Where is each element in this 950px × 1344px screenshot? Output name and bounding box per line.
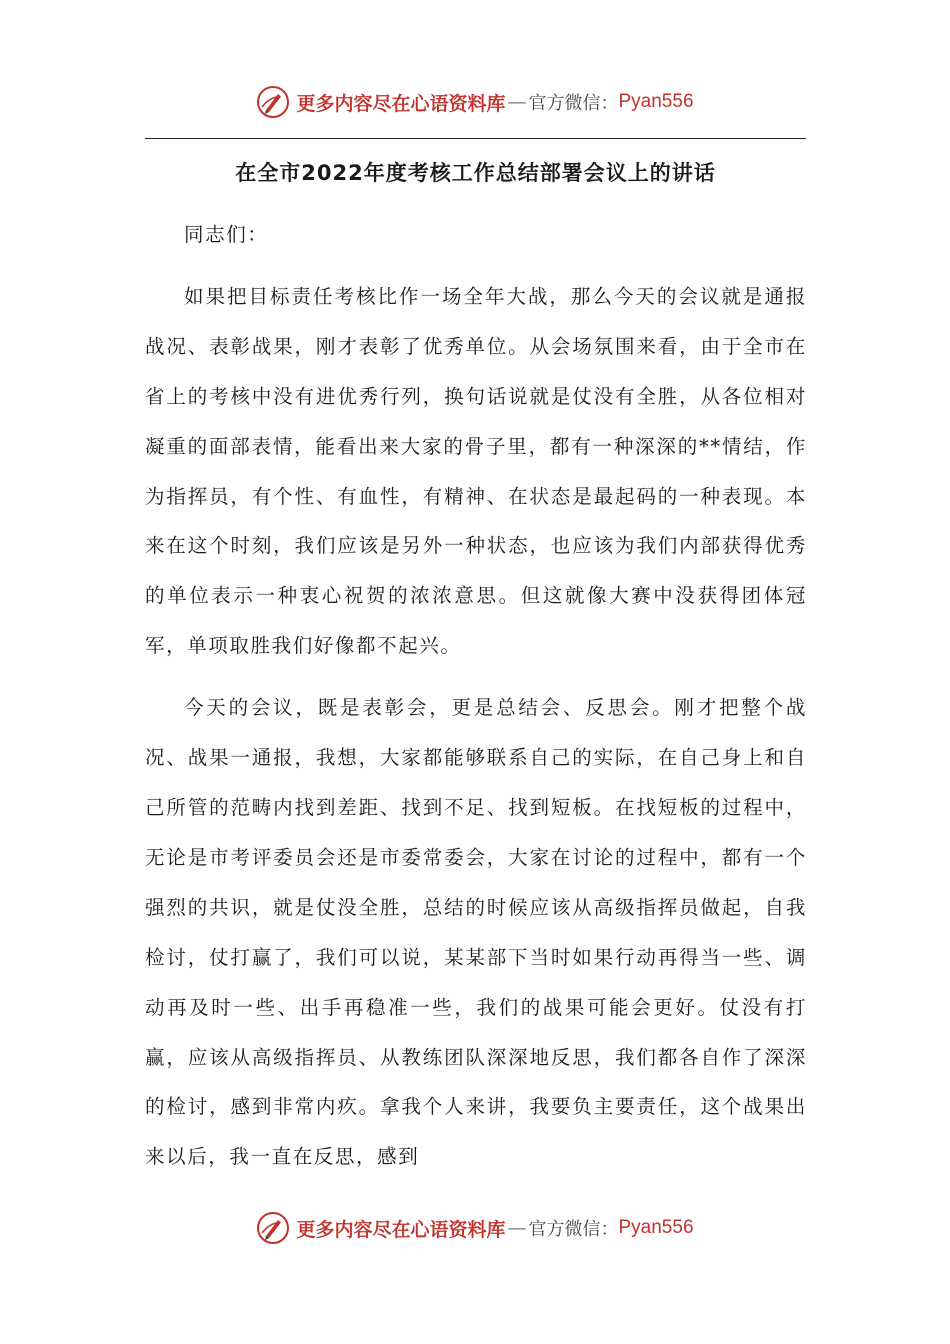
paragraph-2: 今天的会议，既是表彰会，更是总结会、反思会。刚才把整个战况、战果一通报，我想，大家都能够联系自己的实际，在自己身上和自己所管的范畴内找到差距、找到不足、找到短板。在找短板的过程中，无论是市考评委员会还是市委常委会，大家在讨论的过程中，都有一个强烈的共识，就是仗没全胜，总结的时候应该从高级指挥员做起，自我检讨，仗打赢了，我们可以说，某某部下当时如果行动再得当一些、调动再及时一些、出手再稳准一些，我们的战果可能会更好。仗没有打赢，应该从高级指挥员、从教练团队深深地反思，我们都各自作了深深的检讨，感到非常内疚。拿我个人来讲，我要负主要责任，这个战果出来以后，我一直在反思，感到: [145, 696, 807, 1169]
document-title: 在全市2022年度考核工作总结部署会议上的讲话: [235, 161, 716, 185]
header-brand-text: 更多内容尽在心语资料库: [296, 92, 506, 115]
header-wechat-id: Pyan556: [618, 91, 694, 112]
header-label: 官方微信：: [528, 93, 619, 114]
footer-label: 官方微信：: [528, 1219, 619, 1240]
document-body: [145, 210, 807, 1182]
header-divider: [145, 138, 806, 139]
footer-banner: [0, 1208, 950, 1248]
paragraph-1: 如果把目标责任考核比作一场全年大战，那么今天的会议就是通报战况、表彰战果，刚才表彰了优秀单位。从会场氛围来看，由于全市在省上的考核中没有进优秀行列，换句话说就是仗没有全胜，从各位相对凝重的面部表情，能看出来大家的骨子里，都有一种深深的**情结，作为指挥员，有个性、有血性，有精神、在状态是最起码的一种表现。本来在这个时刻，我们应该是另外一种状态，也应该为我们内部获得优秀的单位表示一种衷心祝贺的浓浓意思。但这就像大赛中没获得团体冠军，单项取胜我们好像都不起兴。: [145, 284, 807, 658]
footer-separator: —: [507, 1217, 527, 1239]
pen-circle-logo-icon: [256, 1211, 290, 1245]
pen-circle-logo-icon: [256, 85, 290, 119]
header-banner: [0, 82, 950, 122]
header-separator: —: [507, 91, 527, 113]
footer-brand-text: 更多内容尽在心语资料库: [296, 1218, 506, 1241]
footer-wechat-id: Pyan556: [618, 1217, 694, 1238]
salutation: 同志们：: [184, 223, 269, 246]
